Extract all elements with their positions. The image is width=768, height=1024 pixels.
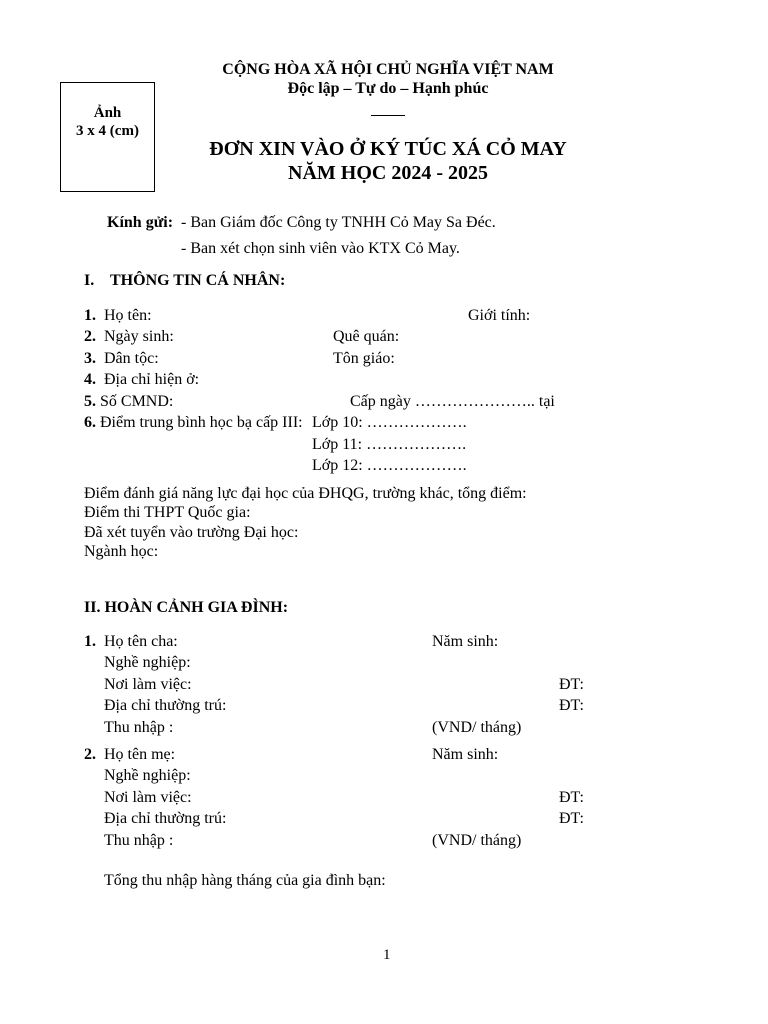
section2-title: II. HOÀN CẢNH GIA ĐÌNH: — [84, 599, 289, 616]
section1-title: THÔNG TIN CÁ NHÂN: — [110, 272, 286, 289]
id-number-label: Số CMND: — [100, 393, 174, 410]
mother-address-label: Địa chỉ thường trú: — [104, 810, 227, 827]
field-num: 1. — [84, 307, 96, 324]
admitted-university-label: Đã xét tuyển vào trường Đại học: — [84, 524, 299, 541]
page-number: 1 — [383, 947, 391, 963]
father-birth-year-label: Năm sinh: — [432, 633, 499, 650]
ethnicity-label: Dân tộc: — [104, 350, 159, 367]
recipient-label: Kính gửi: — [107, 214, 174, 231]
field-num: 6. — [84, 414, 96, 431]
mother-income-unit: (VND/ tháng) — [432, 832, 522, 849]
field-num: 1. — [84, 633, 96, 650]
father-workplace-label: Nơi làm việc: — [104, 676, 192, 693]
field-num: 4. — [84, 371, 96, 388]
id-issue-label: Cấp ngày ………………….. tại — [350, 393, 555, 410]
field-num: 5. — [84, 393, 96, 410]
father-address-label: Địa chỉ thường trú: — [104, 697, 227, 714]
grade-10: Lớp 10: ………………. — [312, 414, 467, 431]
mother-workplace-label: Nơi làm việc: — [104, 789, 192, 806]
header-divider — [371, 115, 405, 116]
religion-label: Tôn giáo: — [333, 350, 395, 367]
birthdate-label: Ngày sinh: — [104, 328, 174, 345]
father-home-phone-label: ĐT: — [559, 697, 584, 714]
mother-name-label: Họ tên mẹ: — [104, 746, 176, 763]
mother-work-phone-label: ĐT: — [559, 789, 584, 806]
father-income-label: Thu nhập : — [104, 719, 174, 736]
national-exam-label: Điểm thi THPT Quốc gia: — [84, 504, 251, 521]
mother-occupation-label: Nghề nghiệp: — [104, 767, 191, 784]
mother-birth-year-label: Năm sinh: — [432, 746, 499, 763]
full-name-label: Họ tên: — [104, 307, 152, 324]
aptitude-score-label: Điểm đánh giá năng lực đại học của ĐHQG, trường khác, tổng điểm: — [84, 485, 527, 502]
grade-11: Lớp 11: ………………. — [312, 436, 467, 453]
motto: Độc lập – Tự do – Hạnh phúc — [287, 80, 489, 97]
father-work-phone-label: ĐT: — [559, 676, 584, 693]
grade-12: Lớp 12: ………………. — [312, 457, 467, 474]
current-address-label: Địa chỉ hiện ở: — [104, 371, 200, 388]
field-num: 2. — [84, 746, 96, 763]
father-name-label: Họ tên cha: — [104, 633, 178, 650]
gender-label: Giới tính: — [468, 307, 531, 324]
field-num: 2. — [84, 328, 96, 345]
hometown-label: Quê quán: — [333, 328, 400, 345]
photo-label: Ảnh — [93, 105, 122, 121]
recipient-2: - Ban xét chọn sinh viên vào KTX Cỏ May. — [181, 240, 460, 257]
mother-income-label: Thu nhập : — [104, 832, 174, 849]
father-occupation-label: Nghề nghiệp: — [104, 654, 191, 671]
gpa-label: Điểm trung bình học bạ cấp III: — [100, 414, 303, 431]
photo-placeholder — [60, 82, 155, 192]
school-year: NĂM HỌC 2024 - 2025 — [288, 162, 488, 184]
document-title: ĐƠN XIN VÀO Ở KÝ TÚC XÁ CỎ MAY — [209, 138, 567, 160]
field-num: 3. — [84, 350, 96, 367]
mother-home-phone-label: ĐT: — [559, 810, 584, 827]
section1-number: I. — [84, 272, 95, 289]
country-name: CỘNG HÒA XÃ HỘI CHỦ NGHĨA VIỆT NAM — [222, 61, 554, 78]
recipient-1: - Ban Giám đốc Công ty TNHH Cỏ May Sa Đéc. — [181, 214, 496, 231]
major-label: Ngành học: — [84, 543, 159, 560]
total-family-income-label: Tổng thu nhập hàng tháng của gia đình bạn: — [104, 872, 386, 889]
photo-size: 3 x 4 (cm) — [76, 123, 139, 139]
father-income-unit: (VND/ tháng) — [432, 719, 522, 736]
